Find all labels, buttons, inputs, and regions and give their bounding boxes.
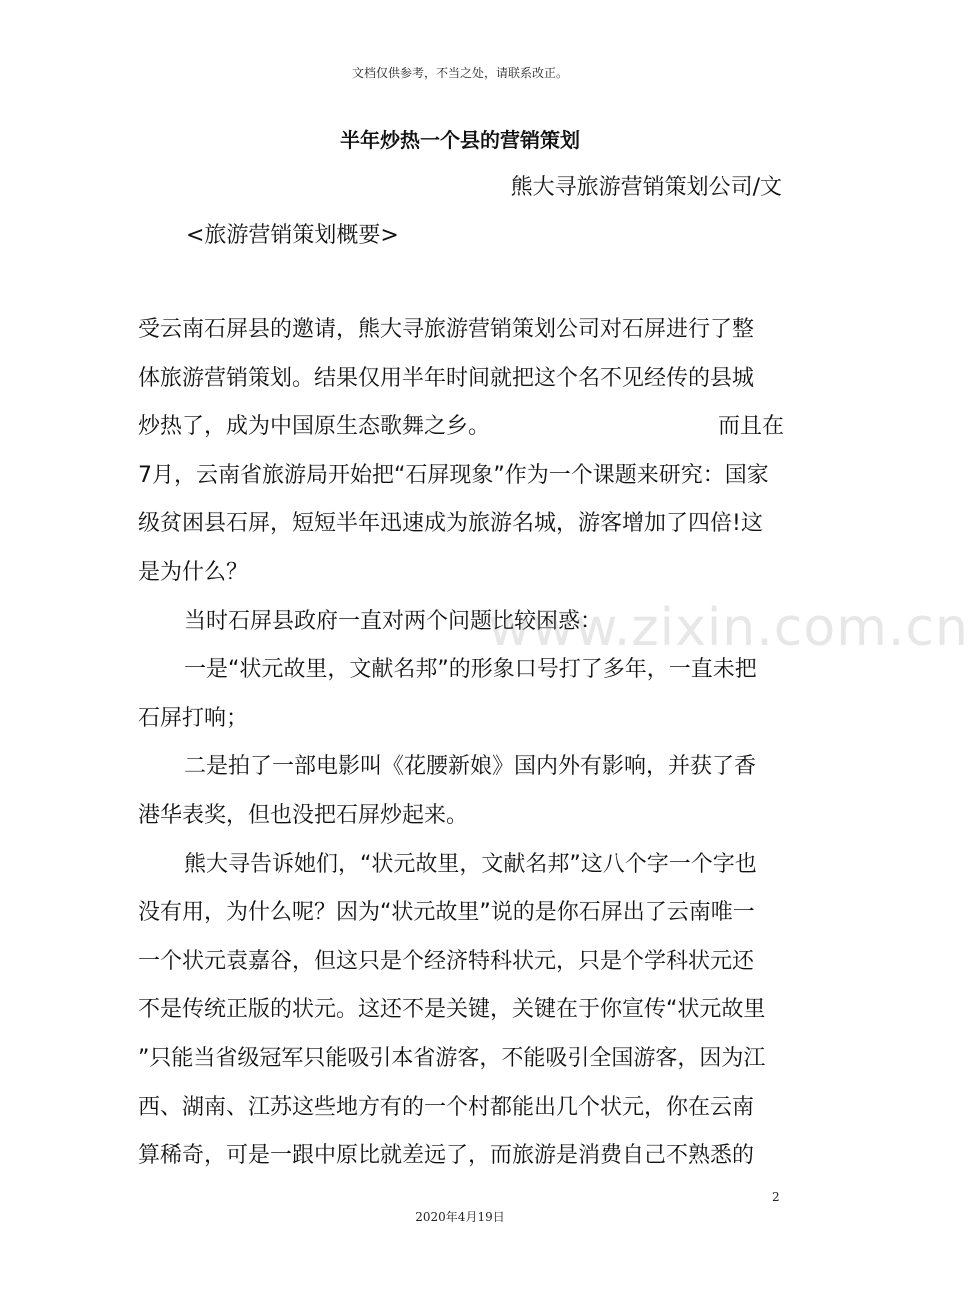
body-line: 一是“状元故里，文献名邦”的形象口号打了多年，一直未把 [184, 657, 757, 683]
body-text [138, 306, 784, 1181]
page-number: 2 [772, 1190, 780, 1204]
header-note: 文档仅供参考，不当之处，请联系改正。 [351, 66, 568, 80]
document-title: 半年炒热一个县的营销策划 [340, 128, 580, 152]
outline-heading: <旅游营销策划概要> [186, 223, 399, 248]
body-line: 算稀奇，可是一跟中原比就差远了，而旅游是消费自己不熟悉的 [138, 1143, 755, 1169]
body-line: ”只能当省级冠军只能吸引本省游客，不能吸引全国游客，因为江 [138, 1045, 766, 1071]
body-line: 体旅游营销策划。结果仅用半年时间就把这个名不见经传的县城 [138, 365, 755, 391]
body-line: 港华表奖，但也没把石屏炒起来。 [138, 802, 469, 828]
body-line: 当时石屏县政府一直对两个问题比较困惑： [184, 608, 603, 634]
footer-date: 2020年4月19日 [415, 1210, 505, 1224]
body-line: 是为什么？ [138, 559, 249, 585]
body-line: 二是拍了一部电影叫《花腰新娘》国内外有影响，并获了香 [184, 754, 757, 780]
body-line: 西、湖南、江苏这些地方有的一个村都能出几个状元，你在云南 [138, 1094, 755, 1120]
byline: 熊大寻旅游营销策划公司/文 [510, 175, 782, 200]
body-line: 级贫困县石屏，短短半年迅速成为旅游名城，游客增加了四倍!这 [138, 511, 763, 537]
body-line: 受云南石屏县的邀请，熊大寻旅游营销策划公司对石屏进行了整 [138, 317, 755, 342]
body-line-right: 而且在 [717, 414, 784, 440]
body-line: 不是传统正版的状元。这还不是关键，关键在于你宣传“状元故里 [138, 997, 766, 1023]
body-line: 7月，云南省旅游局开始把“石屏现象”作为一个课题来研究：国家 [138, 462, 769, 488]
body-line: 一个状元袁嘉谷，但这只是个经济特科状元，只是个学科状元还 [138, 948, 755, 974]
body-line-left: 炒热了，成为中国原生态歌舞之乡。 [138, 414, 491, 440]
body-line: 没有用，为什么呢？因为“状元故里”说的是你石屏出了云南唯一 [138, 900, 755, 926]
watermark: www.zixin.com.cn [488, 598, 969, 658]
body-line: 熊大寻告诉她们，“状元故里，文献名邦”这八个字一个字也 [184, 851, 757, 877]
body-line-split [138, 403, 784, 452]
body-line: 石屏打响； [138, 705, 249, 731]
